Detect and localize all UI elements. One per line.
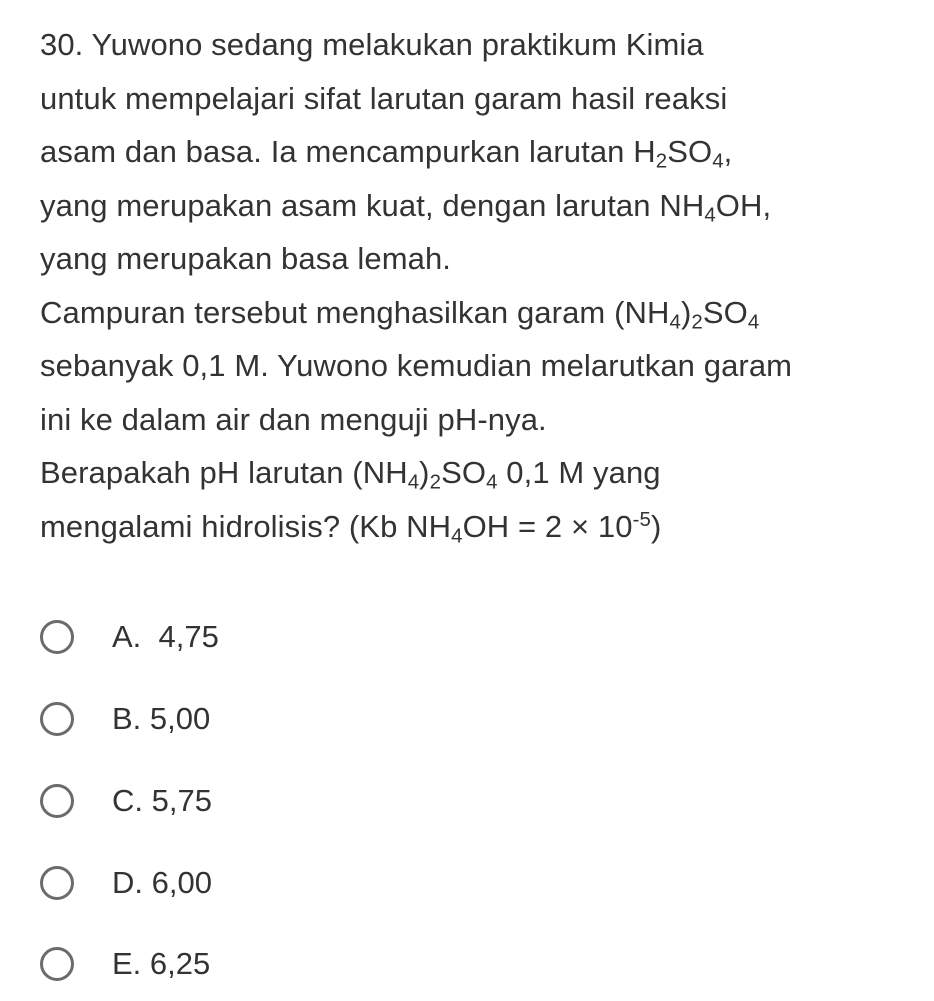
radio-button-icon[interactable] (40, 702, 74, 736)
option-label: B. 5,00 (112, 701, 211, 736)
radio-button-icon[interactable] (40, 784, 74, 818)
option-c[interactable] (40, 776, 640, 826)
question-text (40, 18, 920, 553)
formula-nh4-2-so4: $(NH_4)_2SO_4$ (614, 294, 760, 334)
formula-nh4oh: $NH_4OH$, (659, 187, 772, 227)
formula-nh4-2-so4: $(NH_4)_2SO_4$ (352, 455, 498, 494)
option-d[interactable] (40, 858, 640, 908)
question-line: ini ke dalam air dan menguji pH-nya. (40, 401, 547, 437)
option-label: D. 6,00 (112, 865, 212, 900)
formula-nh4: $NH_4$ (406, 508, 463, 548)
option-a[interactable] (40, 612, 640, 662)
question-line: mengalami hidrolisis? (Kb $NH_4OH = 2 \times 10^{-5}$) (40, 507, 662, 548)
question-line: Campuran tersebut menghasilkan garam $(NH_4)_2SO_4$ (40, 294, 760, 334)
question-line: untuk mempelajari sifat larutan garam hasil reaksi (40, 80, 728, 116)
option-e[interactable] (40, 939, 640, 989)
formula-h2so4: $H_2SO_4$, (633, 134, 733, 173)
radio-button-icon[interactable] (40, 866, 74, 900)
option-label: E. 6,25 (112, 946, 211, 981)
radio-button-icon[interactable] (40, 947, 74, 981)
radio-button-icon[interactable] (40, 620, 74, 654)
question-line: yang merupakan basa lemah. (40, 241, 452, 276)
option-b[interactable] (40, 694, 640, 744)
question-line: 30. Yuwono sedang melakukan praktikum Kimia (40, 27, 704, 62)
question-line: asam dan basa. Ia mencampurkan larutan $H_2SO_4$, (40, 134, 733, 173)
question-line: yang merupakan asam kuat, dengan larutan $NH_4OH$, (40, 187, 772, 227)
question-line: Berapakah pH larutan $(NH_4)_2SO_4$ 0,1 M yang (40, 455, 661, 494)
question-line: sebanyak 0,1 M. Yuwono kemudian melarutkan garam (40, 348, 793, 383)
option-label: A. 4,75 (112, 619, 219, 654)
option-label: C. 5,75 (112, 783, 212, 818)
